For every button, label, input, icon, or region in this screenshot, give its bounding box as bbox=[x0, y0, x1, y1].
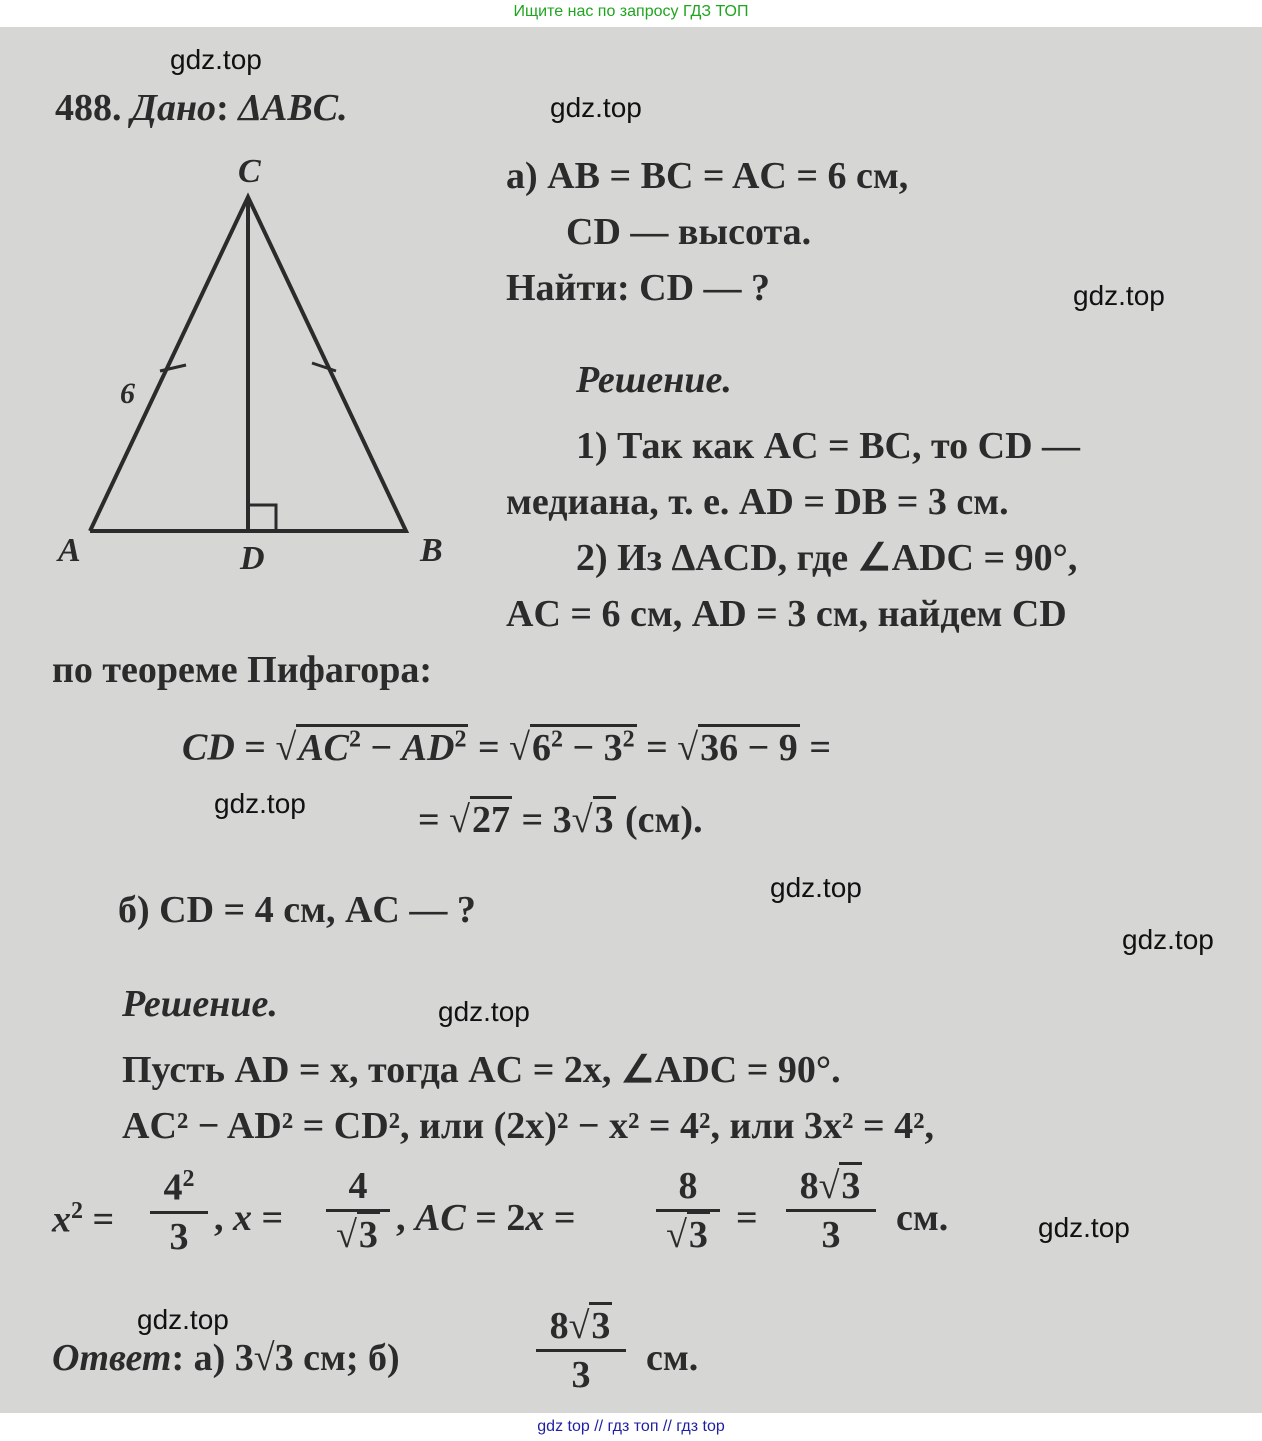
pythagoras-formula-2: = √27 = 3√3 (см). bbox=[418, 801, 703, 839]
watermark: gdz.top bbox=[1038, 1212, 1130, 1243]
find-value: CD — ? bbox=[639, 267, 771, 309]
given-value: ΔABC. bbox=[238, 87, 348, 129]
watermark: gdz.top bbox=[770, 872, 862, 903]
solution-a-heading: Решение. bbox=[576, 359, 732, 401]
vertex-label-a: A bbox=[58, 532, 81, 569]
problem-heading: 488. Дано: ΔABC. bbox=[55, 87, 348, 129]
triangle-figure bbox=[40, 157, 500, 597]
point-label-d: D bbox=[240, 540, 265, 577]
step2-line3: по теореме Пифагора: bbox=[52, 649, 433, 691]
x-equals-label: , x = bbox=[214, 1197, 284, 1239]
ac-equals-label: , AC = 2x = bbox=[396, 1197, 576, 1239]
problem-number: 488. bbox=[55, 87, 122, 129]
side-length-label: 6 bbox=[120, 377, 135, 410]
textbook-page bbox=[0, 27, 1262, 1413]
part-b-line: б) CD = 4 см, AC — ? bbox=[118, 889, 476, 931]
search-banner[interactable]: Ищите нас по запросу ГДЗ ТОП bbox=[513, 3, 749, 20]
watermark: gdz.top bbox=[214, 788, 306, 819]
find-label: Найти: bbox=[506, 267, 630, 309]
solution-b-line1: Пусть AD = x, тогда AC = 2x, ∠ADC = 90°. bbox=[122, 1049, 841, 1091]
part-a-given-2: CD — высота. bbox=[566, 211, 812, 253]
step1-line1: 1) Так как AC = BC, то CD — bbox=[576, 425, 1081, 467]
fraction-8root3-over-3: $\frac{8√3}{3}$ bbox=[786, 1167, 876, 1254]
step1-line2: медиана, т. е. AD = DB = 3 см. bbox=[506, 481, 1009, 523]
fraction-4sq-over-3: $\frac{4^2}{3}$ bbox=[150, 1167, 208, 1256]
vertex-label-c: C bbox=[238, 157, 261, 190]
x-squared-label: $x^2$ = bbox=[52, 1198, 115, 1241]
watermark: gdz.top bbox=[1073, 280, 1165, 311]
watermark: gdz.top bbox=[438, 996, 530, 1027]
step2-line2: AC = 6 см, AD = 3 см, найдем CD bbox=[506, 593, 1067, 635]
watermark: gdz.top bbox=[170, 44, 262, 75]
find-line bbox=[506, 269, 770, 307]
answer-line bbox=[52, 1339, 400, 1377]
watermark: gdz.top bbox=[137, 1304, 229, 1335]
answer-fraction: $\frac{8√3}{3}$ bbox=[536, 1307, 626, 1394]
answer-label: Ответ bbox=[52, 1337, 172, 1379]
watermark: gdz.top bbox=[1122, 924, 1214, 955]
step2-line1: 2) Из ΔACD, где ∠ADC = 90°, bbox=[576, 537, 1078, 579]
given-label: Дано bbox=[131, 87, 217, 129]
watermark: gdz.top bbox=[550, 92, 642, 123]
solution-b-line2: AC² − AD² = CD², или (2x)² − x² = 4², или 3x² = 4², bbox=[122, 1105, 934, 1147]
fraction-8-over-root3: $\frac{8}{√3}$ bbox=[656, 1167, 720, 1254]
answer-unit: см. bbox=[646, 1337, 699, 1379]
equals-sign: = bbox=[736, 1197, 758, 1239]
answer-a: : а) 3√3 см; б) bbox=[171, 1337, 400, 1379]
fraction-4-over-root3: $\frac{4}{√3}$ bbox=[326, 1167, 390, 1254]
footer-links[interactable]: gdz top // гдз топ // гдз top bbox=[537, 1418, 725, 1435]
unit-cm: см. bbox=[896, 1197, 949, 1239]
vertex-label-b: B bbox=[420, 532, 443, 569]
pythagoras-formula-1: CD = $√AC^2 - AD^2 = √6^2 - 3^2 = √36 - 9$ = bbox=[182, 727, 831, 767]
solution-b-heading: Решение. bbox=[122, 983, 278, 1025]
part-a-given-1: а) AB = BC = AC = 6 см, bbox=[506, 155, 909, 197]
